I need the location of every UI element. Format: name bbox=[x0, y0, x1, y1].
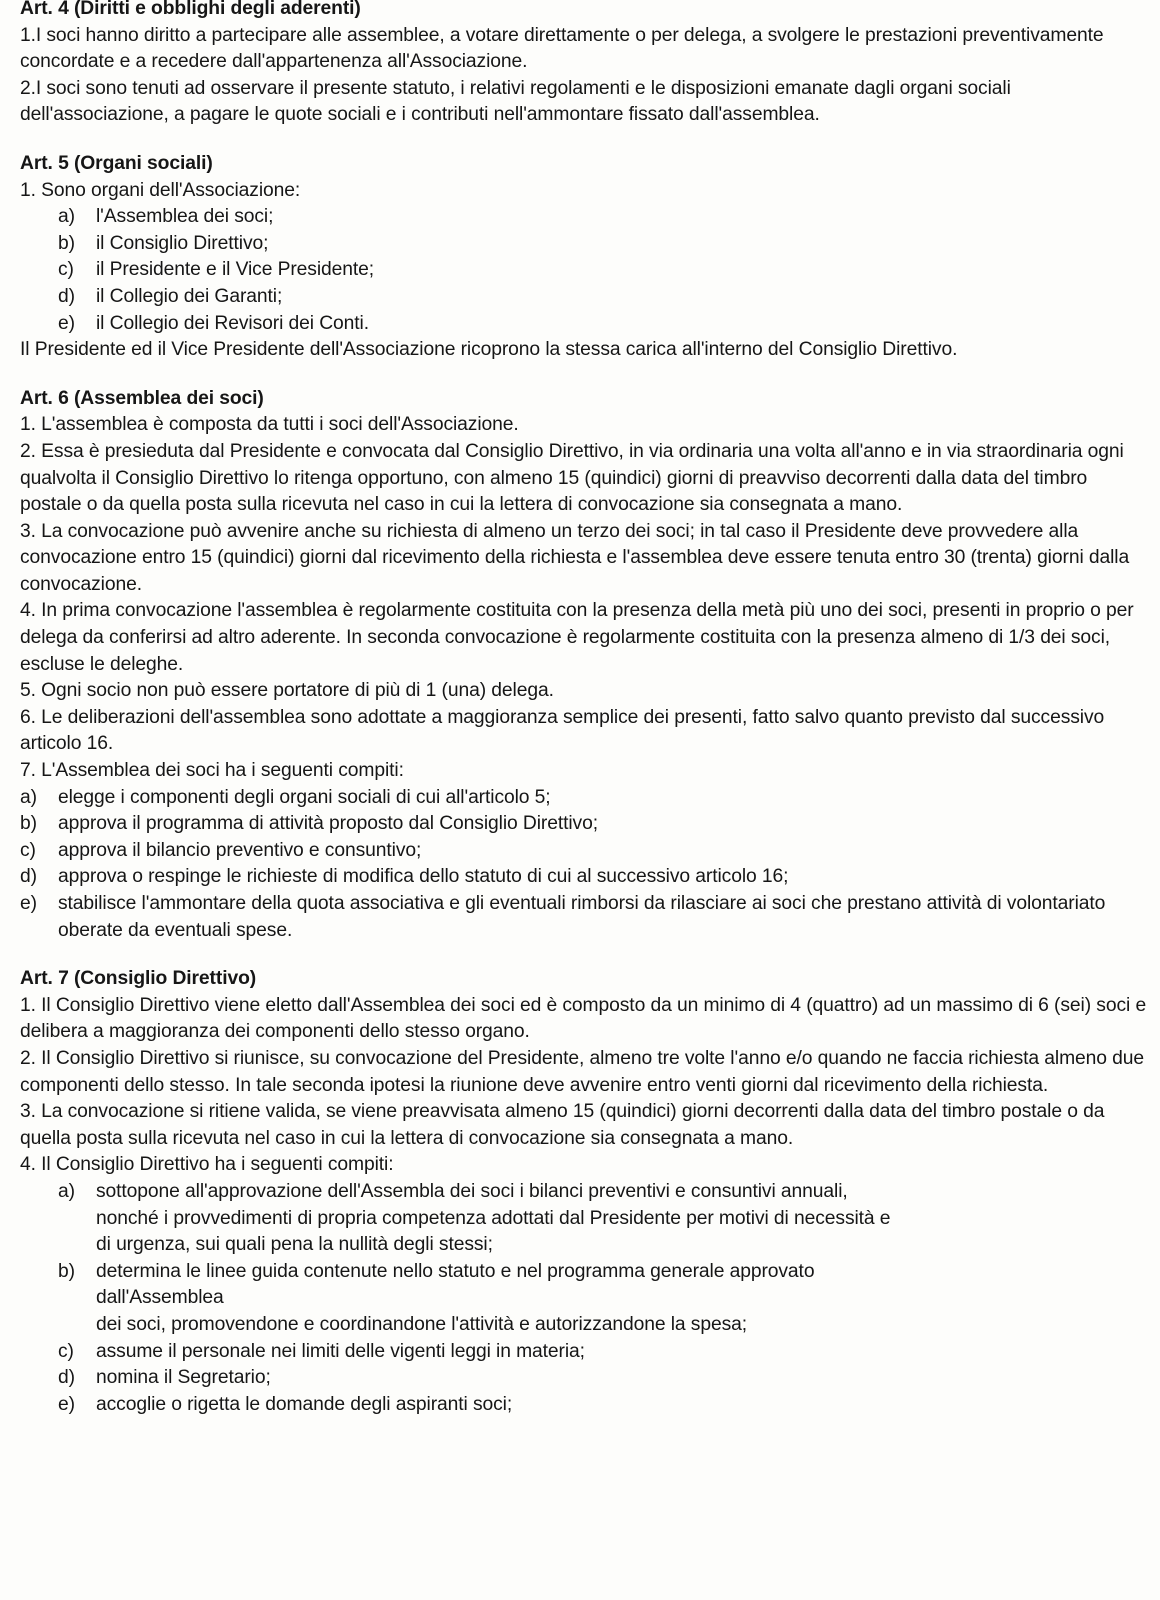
article-6-title: Art. 6 (Assemblea dei soci) bbox=[20, 387, 264, 409]
list-item-label: b) bbox=[20, 813, 37, 835]
list-item-text: stabilisce l'ammontare della quota associativa e gli eventuali rimborsi da rilasciare ai soci che prestano attività di volontariato oberate da eventuali spese. bbox=[58, 893, 1106, 941]
list-item bbox=[58, 231, 1150, 258]
article-6-paragraph-5: 5. Ogni socio non può essere portatore di più di 1 (una) delega. bbox=[20, 680, 554, 702]
article-6-paragraph-4: 4. In prima convocazione l'assemblea è regolarmente costituita con la presenza della metà più uno dei soci, presenti in proprio o per delega da conferirsi ad altro aderente. In seconda convocazione è regolarmente costituita con la presenza almeno di 1/3 dei soci, escluse le deleghe. bbox=[20, 600, 1134, 675]
list-item bbox=[58, 1365, 1150, 1392]
list-item-label: a) bbox=[20, 786, 37, 808]
list-item bbox=[58, 1259, 1150, 1339]
statute-document bbox=[20, 0, 1150, 1418]
list-item bbox=[58, 1339, 1150, 1366]
list-item bbox=[58, 1179, 1150, 1259]
article-7-paragraph-2: 2. Il Consiglio Direttivo si riunisce, su convocazione del Presidente, almeno tre volte l'anno e/o quando ne faccia richiesta almeno due componenti dello stesso. In tale seconda ipotesi la riunione deve avvenire entro venti giorni dal ricevimento della richiesta. bbox=[20, 1047, 1145, 1096]
list-item-label: d) bbox=[58, 1367, 75, 1389]
list-item-text: accoglie o rigetta le domande degli aspiranti soci; bbox=[96, 1393, 513, 1415]
article-7-paragraph-1: 1. Il Consiglio Direttivo viene eletto dall'Assemblea dei soci ed è composto da un minimo di 4 (quattro) ad un massimo di 6 (sei) soci e delibera a maggioranza dei componenti dello stesso organo. bbox=[20, 994, 1147, 1043]
article-7-duties-list bbox=[58, 1179, 1150, 1418]
article-7 bbox=[20, 966, 1150, 1418]
list-item-label: c) bbox=[58, 1340, 74, 1362]
list-item-label: d) bbox=[58, 285, 75, 307]
list-item-text: il Collegio dei Revisori dei Conti. bbox=[96, 312, 369, 334]
article-4-paragraph-1: 1.I soci hanno diritto a partecipare alle assemblee, a votare direttamente o per delega, a svolgere le prestazioni preventivamente concordate e a recedere dall'appartenenza all'Associazione. bbox=[20, 24, 1104, 73]
list-item-text: assume il personale nei limiti delle vigenti leggi in materia; bbox=[96, 1340, 585, 1362]
article-7-paragraph-4: 4. Il Consiglio Direttivo ha i seguenti compiti: bbox=[20, 1154, 394, 1176]
list-item-text: il Consiglio Direttivo; bbox=[96, 232, 269, 254]
article-5-intro: 1. Sono organi dell'Associazione: bbox=[20, 179, 301, 201]
list-item bbox=[58, 284, 1150, 311]
list-item-text: l'Assemblea dei soci; bbox=[96, 206, 274, 228]
list-item-text: approva o respinge le richieste di modifica dello statuto di cui al successivo articolo 16; bbox=[58, 866, 789, 888]
article-6-paragraph-6: 6. Le deliberazioni dell'assemblea sono adottate a maggioranza semplice dei presenti, fatto salvo quanto previsto dal successivo articolo 16. bbox=[20, 706, 1105, 755]
article-6-paragraph-7: 7. L'Assemblea dei soci ha i seguenti compiti: bbox=[20, 760, 404, 782]
list-item-text bbox=[96, 1179, 1150, 1259]
list-item-line: di urgenza, sui quali pena la nullità degli stessi; bbox=[96, 1234, 493, 1256]
article-6-paragraph-3: 3. La convocazione può avvenire anche su richiesta di almeno un terzo dei soci; in tal caso il Presidente deve provvedere alla convocazione entro 15 (quindici) giorni dal ricevimento della richiesta e l'assemblea deve essere tenuta entro 30 (trenta) giorni dalla convocazione. bbox=[20, 520, 1130, 595]
list-item-label: a) bbox=[58, 206, 75, 228]
article-4-title: Art. 4 (Diritti e obblighi degli aderenti) bbox=[20, 0, 361, 19]
article-7-paragraph-3: 3. La convocazione si ritiene valida, se viene preavvisata almeno 15 (quindici) giorni decorrenti dalla data del timbro postale o da quella posta sulla ricevuta nel caso in cui la lettera di convocazione sia consegnata a mano. bbox=[20, 1101, 1105, 1149]
list-item bbox=[58, 1392, 1150, 1419]
list-item-label: a) bbox=[58, 1180, 75, 1202]
list-item-text: elegge i componenti degli organi sociali di cui all'articolo 5; bbox=[58, 786, 551, 808]
article-5-organs-list bbox=[58, 204, 1150, 337]
list-item bbox=[20, 891, 1150, 944]
list-item-label: d) bbox=[20, 866, 37, 888]
article-6 bbox=[20, 386, 1150, 944]
article-4-paragraph-2: 2.I soci sono tenuti ad osservare il presente statuto, i relativi regolamenti e le disposizioni emanate dagli organi sociali dell'associazione, a pagare le quote sociali e i contributi nell'ammontare fissato dall'assemblea. bbox=[20, 77, 1011, 126]
list-item bbox=[20, 864, 1150, 891]
list-item-label: c) bbox=[20, 839, 36, 861]
list-item bbox=[20, 785, 1150, 812]
list-item-text: il Presidente e il Vice Presidente; bbox=[96, 259, 375, 281]
article-4 bbox=[20, 0, 1150, 129]
list-item-label: e) bbox=[58, 312, 75, 334]
article-5-title: Art. 5 (Organi sociali) bbox=[20, 152, 213, 174]
list-item bbox=[58, 257, 1150, 284]
article-5 bbox=[20, 151, 1150, 364]
list-item-text: il Collegio dei Garanti; bbox=[96, 285, 283, 307]
list-item bbox=[58, 204, 1150, 231]
list-item-line: dei soci, promovendone e coordinandone l'attività e autorizzandone la spesa; bbox=[96, 1313, 748, 1335]
list-item-label: e) bbox=[58, 1393, 75, 1415]
list-item-line: sottopone all'approvazione dell'Assembla dei soci i bilanci preventivi e consuntivi annuali, bbox=[96, 1180, 848, 1202]
list-item-label: e) bbox=[20, 893, 37, 914]
list-item-line: nonché i provvedimenti di propria competenza adottati dal Presidente per motivi di necessità e bbox=[96, 1207, 891, 1229]
article-6-paragraph-2: 2. Essa è presieduta dal Presidente e convocata dal Consiglio Direttivo, in via ordinaria una volta all'anno e in via straordinaria ogni qualvolta il Consiglio Direttivo lo ritenga opportuno, con almeno 15 (quindici) giorni di preavviso decorrenti dalla data del timbro postale o da quella posta sulla ricevuta nel caso in cui la lettera di convocazione sia consegnata a mano. bbox=[20, 440, 1124, 516]
list-item-text: approva il bilancio preventivo e consuntivo; bbox=[58, 839, 422, 861]
list-item-text: nomina il Segretario; bbox=[96, 1367, 271, 1389]
list-item-text bbox=[96, 1259, 1150, 1339]
list-item bbox=[58, 311, 1150, 338]
list-item-label: b) bbox=[58, 232, 75, 254]
article-5-closing: Il Presidente ed il Vice Presidente dell'Associazione ricoprono la stessa carica all'interno del Consiglio Direttivo. bbox=[20, 339, 958, 361]
list-item-line: dall'Assemblea bbox=[96, 1287, 224, 1309]
list-item bbox=[20, 811, 1150, 838]
article-6-duties-list bbox=[20, 785, 1150, 945]
list-item-label: b) bbox=[58, 1260, 75, 1282]
list-item-label: c) bbox=[58, 259, 74, 281]
article-7-title: Art. 7 (Consiglio Direttivo) bbox=[20, 968, 257, 990]
list-item-line: determina le linee guida contenute nello statuto e nel programma generale approvato bbox=[96, 1260, 815, 1282]
list-item bbox=[20, 838, 1150, 865]
list-item-text: approva il programma di attività proposto dal Consiglio Direttivo; bbox=[58, 813, 598, 835]
article-6-paragraph-1: 1. L'assemblea è composta da tutti i soci dell'Associazione. bbox=[20, 414, 519, 436]
